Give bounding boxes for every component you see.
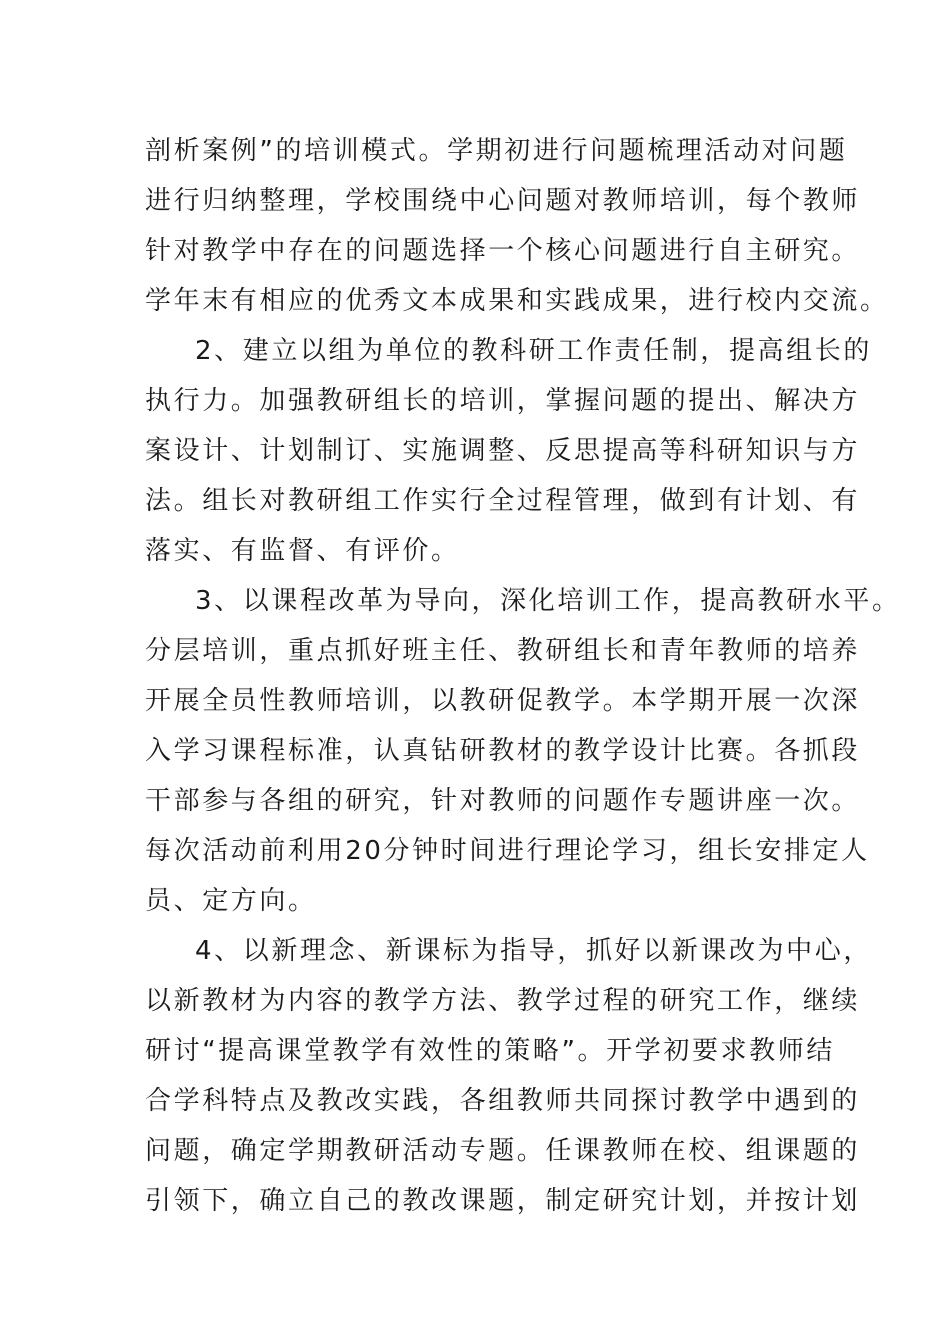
text-line: 法。组长对教研组工作实行全过程管理，做到有计划、有 bbox=[145, 486, 861, 516]
text-line: 落实、有监督、有评价。 bbox=[145, 536, 460, 566]
paragraph-2-start: 2、建立以组为单位的教科研工作责任制，提高组长的 bbox=[195, 336, 872, 366]
text-line: 学年末有相应的优秀文本成果和实践成果，进行校内交流。 bbox=[145, 286, 889, 316]
text-line: 引领下，确立自己的教改课题，制定研究计划，并按计划 bbox=[145, 1186, 861, 1216]
text-line: 进行归纳整理，学校围绕中心问题对教师培训，每个教师 bbox=[145, 186, 861, 216]
text-line: 剖析案例”的培训模式。学期初进行问题梳理活动对问题 bbox=[145, 136, 848, 166]
text-line: 每次活动前利用20分钟时间进行理论学习，组长安排定人 bbox=[145, 836, 870, 866]
text-line: 分层培训，重点抓好班主任、教研组长和青年教师的培养 bbox=[145, 636, 861, 666]
text-line: 案设计、计划制订、实施调整、反思提高等科研知识与方 bbox=[145, 436, 861, 466]
paragraph-4-start: 4、以新理念、新课标为指导，抓好以新课改为中心， bbox=[195, 936, 872, 966]
text-line: 以新教材为内容的教学方法、教学过程的研究工作，继续 bbox=[145, 986, 861, 1016]
paragraph-3-start: 3、以课程改革为导向，深化培训工作，提高教研水平。 bbox=[195, 586, 901, 616]
text-line: 员、定方向。 bbox=[145, 886, 317, 916]
text-line: 干部参与各组的研究，针对教师的问题作专题讲座一次。 bbox=[145, 786, 861, 816]
text-line: 合学科特点及教改实践，各组教师共同探讨教学中遇到的 bbox=[145, 1086, 861, 1116]
text-line: 执行力。加强教研组长的培训，掌握问题的提出、解决方 bbox=[145, 386, 861, 416]
text-line: 研讨“提高课堂教学有效性的策略”。开学初要求教师结 bbox=[145, 1036, 835, 1066]
text-line: 开展全员性教师培训，以教研促教学。本学期开展一次深 bbox=[145, 686, 861, 716]
text-line: 针对教学中存在的问题选择一个核心问题进行自主研究。 bbox=[145, 236, 861, 266]
text-line: 问题，确定学期教研活动专题。任课教师在校、组课题的 bbox=[145, 1136, 861, 1166]
text-line: 入学习课程标准，认真钻研教材的教学设计比赛。各抓段 bbox=[145, 736, 861, 766]
